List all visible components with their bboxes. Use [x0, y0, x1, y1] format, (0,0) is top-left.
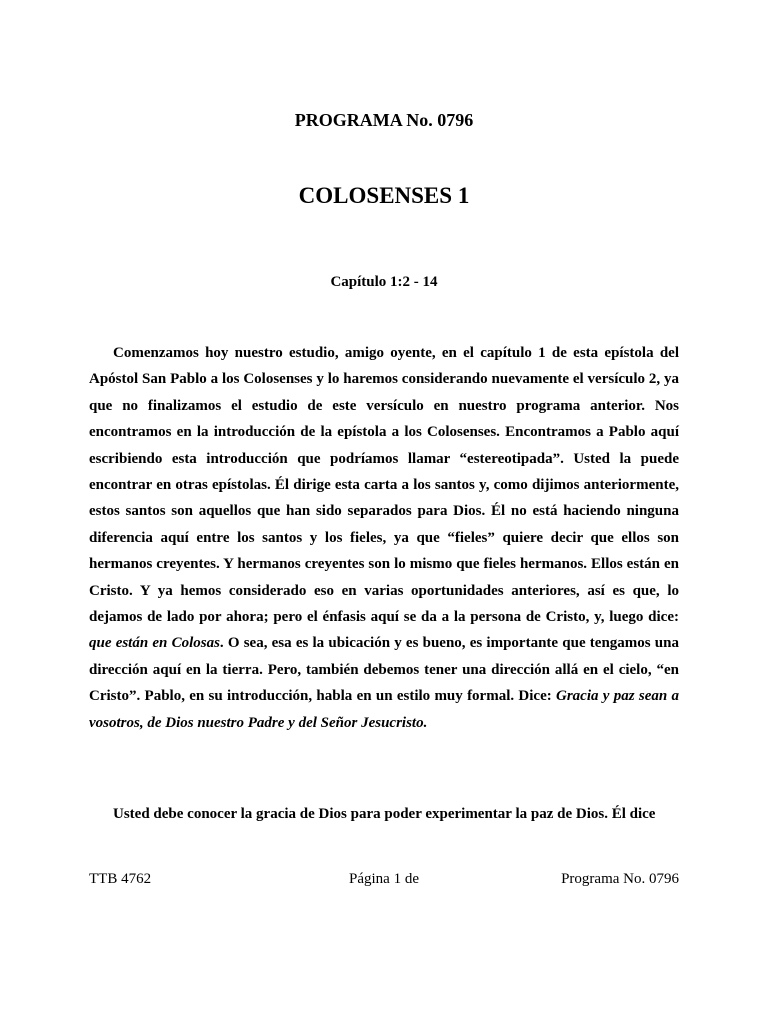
footer-code: TTB 4762 [89, 871, 152, 887]
footer-program: Programa No. 0796 [561, 871, 679, 887]
program-heading: PROGRAMA No. 0796 [294, 110, 474, 130]
paragraph-2 [89, 801, 679, 827]
paragraph-2-text: Usted debe conocer la gracia de Dios para poder experimentar la paz de Dios. Él dice [113, 806, 656, 822]
paragraph-1-quote-2: Gracia y paz sean a vosotros, de Dios nuestro Padre y del Señor Jesucristo. [89, 688, 679, 731]
paragraph-1 [89, 340, 679, 736]
chapter-reference: Capítulo 1:2 - 14 [330, 274, 438, 290]
footer-page-number: Página 1 de [349, 871, 419, 887]
paragraph-1-text-b: . O sea, esa es la ubicación y es bueno, es importante que tengamos una dirección aquí en la tierra. Pero, también debemos tener una dirección allá en el cielo, “en Cristo”. Pablo, en su introducción, habla en un estilo muy formal. Dice: [89, 635, 679, 705]
paragraph-1-quote-1: que están en Colosas [89, 635, 220, 652]
book-title: COLOSENSES 1 [298, 183, 470, 208]
paragraph-1-text-a: Comenzamos hoy nuestro estudio, amigo oyente, en el capítulo 1 de esta epístola del Apóstol San Pablo a los Colosenses y lo haremos considerando nuevamente el versículo 2, ya que no finalizamos el estudio de este versículo en nuestro programa anterior. Nos encontramos en la introducción de la epístola a los Colosenses. Encontramos a Pablo aquí escribiendo esta introducción que podríamos llamar “estereotipada”. Usted la puede encontrar en otras epístolas. Él dirige esta carta a los santos y, como dijimos anteriormente, estos santos son aquellos que han sido separados para Dios. Él no está haciendo ninguna diferencia aquí entre los santos y los fieles, ya que “fieles” quiere decir que ellos son hermanos creyentes. Y hermanos creyentes son lo mismo que fieles hermanos. Ellos están en Cristo. Y ya hemos considerado eso en varias oportunidades anteriores, así es que, lo dejamos de lado por ahora; pero el énfasis aquí se da a la persona de Cristo, y, luego dice: [89, 345, 679, 626]
